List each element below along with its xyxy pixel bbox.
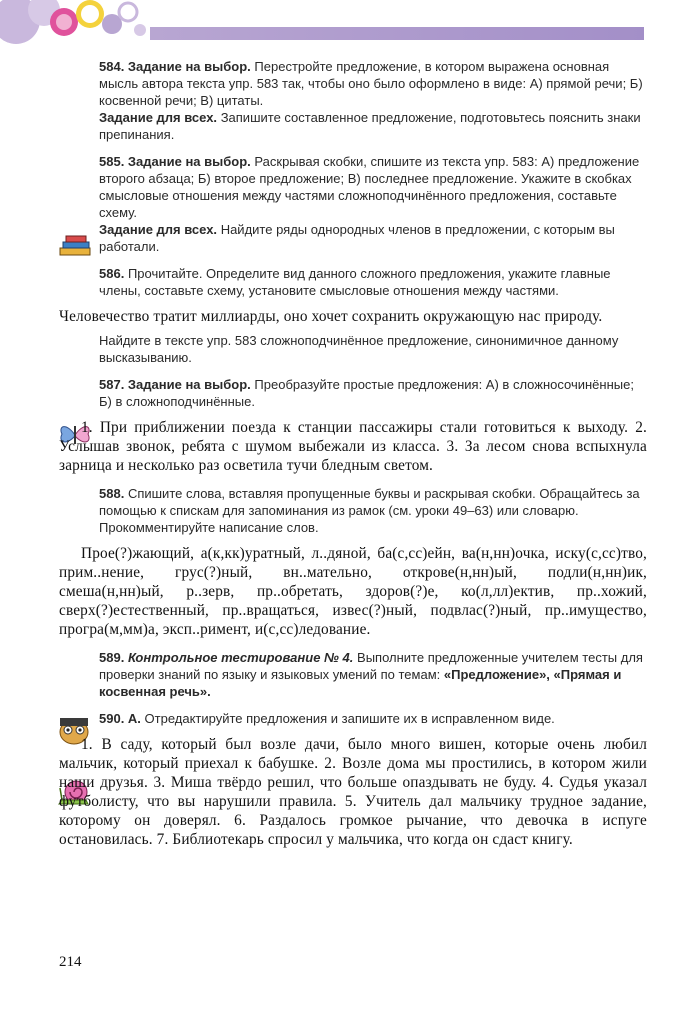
- page-content: [59, 58, 647, 849]
- exercise-588-number: 588.: [99, 486, 125, 501]
- exercise-586: [99, 265, 647, 299]
- exercise-590: [99, 710, 647, 727]
- exercise-589-topics: «Предложение», «Прямая и косвенная речь».: [99, 667, 622, 699]
- page-number: 214: [59, 954, 82, 970]
- exercise-588-body: Прое(?)жающий, а(к,кк)уратный, л..дяной, ба(с,сс)ейн, ва(н,нн)очка, иску(с,сс)тво, прим..нение, грус(?)ный, вн..мательно, открове(н,нн)ый, подли(н,нн)ик, смеша(н,нн)ый, р..зерв, пр..обретать, здоров(?)е, ко(л,лл)ектив, пр..хожий, сверх(?)естественный, пр..вращаться, извес(?)ный, подвлас(?)ный, пр..имущество, програ(м,мм)а, эксп..римент, и(с,сс)ледование.: [59, 545, 647, 638]
- exercise-589: [99, 649, 647, 700]
- exercise-584: [99, 58, 647, 143]
- exercise-589-label: Контрольное тестирование № 4.: [127, 650, 354, 665]
- exercise-585-number: 585. Задание на выбор.: [99, 154, 251, 169]
- exercise-585-all-text: Найдите ряды однородных членов в предложении, с которым вы работали.: [99, 222, 615, 254]
- exercise-588-text: Спишите слова, вставляя пропущенные буквы и раскрывая скобки. Обращайтесь за помощью к спискам для запоминания из рамок (см. уроки 49–63) или словарю. Прокомментируйте написание слов.: [99, 486, 640, 535]
- exercise-585-all-label: Задание для всех.: [99, 222, 218, 237]
- exercise-590-number: 590. А.: [99, 711, 141, 726]
- exercise-585-text: Раскрывая скобки, спишите из текста упр. 583: А) предложение второго абзаца; Б) второе предложение; В) последнее предложение. Укажите в скобках смысловые отношения между частями сложноподчинённого предложения, составьте схему.: [99, 154, 640, 220]
- exercise-589-text: Выполните предложенные учителем тесты для проверки знаний по языку и языковых умений по темам:: [99, 650, 643, 682]
- exercise-586-number: 586.: [99, 266, 125, 281]
- exercise-590-body: 1. В саду, который был возле дачи, было много вишен, которые очень любил мальчик, который приехал к бабушке. 2. Возле дома мы простились, в котором жили наши друзья. 3. Миша твёрдо решил, что больше опаздывать не буду. 4. Судья указал футболисту, что вы нарушили правила. 5. Учитель дал мальчику трудное задание, которому он доверял. 6. Раздалось громкое рычание, что девочка в испуге остановилась. 7. Библиотекарь спросил у мальчика, что когда он сдаст книгу.: [59, 736, 647, 848]
- exercise-584-all-label: Задание для всех.: [99, 110, 218, 125]
- exercise-584-all-text: Запишите составленное предложение, подготовьтесь пояснить знаки препинания.: [99, 110, 641, 142]
- exercise-589-number: 589.: [99, 650, 125, 665]
- exercise-585: [99, 153, 647, 255]
- exercise-587-body: 1. При приближении поезда к станции пассажиры стали готовиться к выходу. 2. Услышав звонок, ребята с шумом выбежали из класса. 3. За лесом снова вспыхнула зарница и несколько раз осветила тучи бледным светом.: [59, 419, 647, 474]
- exercise-586-followup: Найдите в тексте упр. 583 сложноподчинённое предложение, синонимичное данному высказыванию.: [99, 333, 619, 365]
- exercise-586-quote: Человечество тратит миллиарды, оно хочет сохранить окружающую нас природу.: [59, 308, 603, 325]
- exercise-584-text: Перестройте предложение, в котором выражена основная мысль автора текста упр. 583 так, чтобы оно было оформлено в виде: А) прямой речи; Б) косвенной речи; В) цитаты.: [99, 59, 643, 108]
- exercise-590-text: Отредактируйте предложения и запишите их в исправленном виде.: [144, 711, 555, 726]
- exercise-588: [99, 485, 647, 536]
- exercise-587-text: Преобразуйте простые предложения: А) в сложносочинённые; Б) в сложноподчинённые.: [99, 377, 634, 409]
- exercise-587: [99, 376, 647, 410]
- exercise-586-text: Прочитайте. Определите вид данного сложного предложения, укажите главные члены, составьте схему, установите смысловые отношения между частями.: [99, 266, 611, 298]
- header-bar: [150, 27, 644, 40]
- exercise-587-number: 587. Задание на выбор.: [99, 377, 251, 392]
- exercise-584-number: 584. Задание на выбор.: [99, 59, 251, 74]
